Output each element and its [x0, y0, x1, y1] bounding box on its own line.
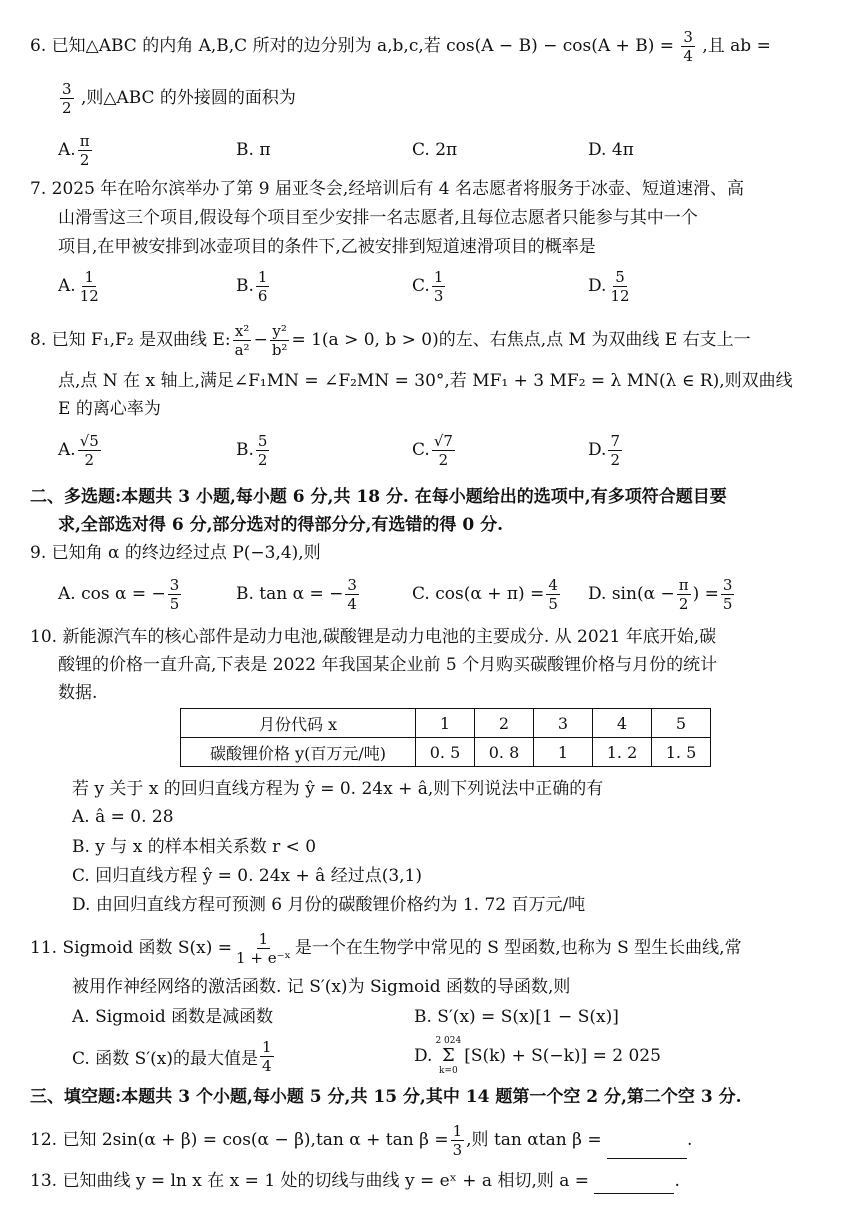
q6-text-tail: ,且 ab = — [702, 36, 771, 56]
q13-line: 13. 已知曲线 y = ln x 在 x = 1 处的切线与曲线 y = eˣ + a 相切,则 a = . — [30, 1168, 680, 1194]
q8-hyperbola-y: $\frac{\text{y²}}{\text{b²}}$ — [271, 322, 288, 359]
table-cell: 0. 8 — [475, 738, 534, 767]
table-cell: 1 — [534, 738, 593, 767]
q10-line1: 10. 新能源汽车的核心部件是动力电池,碳酸锂是动力电池的主要成分. 从 2021 年底开始,碳 — [30, 627, 717, 647]
q11-option-d: D. 2 024 Σ k=0 [S(k) + S(−k)] = 2 025 — [414, 1036, 661, 1076]
q10-option-b: B. y 与 x 的样本相关系数 r < 0 — [72, 837, 317, 857]
q11-option-a: A. Sigmoid 函数是减函数 — [72, 1007, 274, 1027]
table-header-cell: 月份代码 x — [181, 709, 416, 738]
q7-line1: 7. 2025 年在哈尔滨举办了第 9 届亚冬会,经培训后有 4 名志愿者将服务于冰壶、短道速滑、高 — [30, 179, 744, 199]
table-cell: 5 — [652, 709, 711, 738]
q11-options-cd — [0, 1034, 867, 1078]
q10-option-c: C. 回归直线方程 ŷ = 0. 24x + â 经过点(3,1) — [72, 866, 423, 886]
summation-symbol: 2 024 Σ k=0 — [435, 1036, 462, 1076]
q10-option-a: A. â = 0. 28 — [72, 807, 174, 827]
q7-option-b: B. $\frac{1}{6}$ — [236, 267, 268, 305]
q12-line: 12. 已知 2sin(α + β) = cos(α − β),tan α + tan β = $\frac{1}{3}$ ,则 tan αtan β = . — [30, 1122, 693, 1159]
q6-option-b: B. π — [236, 140, 271, 160]
q9-option-c: C. cos(α + π) = $\frac{4}{5}$ — [412, 575, 558, 613]
q11-option-b: B. S′(x) = S(x)[1 − S(x)] — [414, 1007, 619, 1027]
section2-heading-line1: 二、多选题:本题共 3 小题,每小题 6 分,共 18 分. 在每小题给出的选项中,有多项符合题目要 — [30, 487, 727, 507]
q6-option-c: C. 2π — [412, 140, 458, 160]
q8-options — [0, 428, 867, 472]
answer-blank[interactable] — [607, 1140, 687, 1159]
section3-heading: 三、填空题:本题共 3 个小题,每小题 5 分,共 15 分,其中 14 题第一个空 2 分,第二个空 3 分. — [30, 1087, 742, 1107]
table-row — [181, 709, 711, 738]
q8-option-c: C. $\frac{√7}{2}$ — [412, 431, 453, 469]
q11-line1: 11. Sigmoid 函数 S(x) = $\frac{1}{\text{1 + e⁻ˣ}}$ 是一个在生物学中常见的 S 型函数,也称为 S 型生长曲线,常 — [30, 930, 742, 967]
q9-line: 9. 已知角 α 的终边经过点 P(−3,4),则 — [30, 543, 321, 563]
table-cell: 0. 5 — [416, 738, 475, 767]
q7-option-c: C. $\frac{1}{3}$ — [412, 267, 444, 305]
q10-line3: 数据. — [58, 683, 98, 703]
q8-option-a: A. $\frac{√5}{2}$ — [58, 431, 99, 469]
q7-option-d: D. $\frac{5}{12}$ — [588, 267, 630, 305]
q11-option-c: C. 函数 S′(x)的最大值是 $\frac{1}{4}$ — [72, 1037, 272, 1075]
q11-sigmoid-fraction: $\frac{1}{\text{1 + e⁻ˣ}}$ — [236, 930, 291, 967]
q6-line2: $\frac{3}{2}$ ,则△ABC 的外接圆的面积为 — [62, 80, 296, 117]
table-cell: 1 — [416, 709, 475, 738]
table-cell: 3 — [534, 709, 593, 738]
q9-option-b: B. tan α = − $\frac{3}{4}$ — [236, 575, 357, 613]
q6-fraction: $\frac{3}{4}$ — [683, 28, 693, 65]
q8-line3: E 的离心率为 — [58, 399, 161, 419]
q9-option-d: D. sin(α − $\frac{\pi}{2}$ ) = $\frac{3}{5}$ — [588, 575, 733, 613]
q7-line3: 项目,在甲被安排到冰壶项目的条件下,乙被安排到短道速滑项目的概率是 — [58, 237, 596, 257]
q9-options — [0, 572, 867, 616]
section2-heading-line2: 求,全部选对得 6 分,部分选对的得部分分,有选错的得 0 分. — [58, 515, 504, 535]
q10-line2: 酸锂的价格一直升高,下表是 2022 年我国某企业前 5 个月购买碳酸锂价格与月份的统计 — [58, 655, 718, 675]
q7-option-a: A. $\frac{1}{12}$ — [58, 267, 99, 305]
q10-stem: 若 y 关于 x 的回归直线方程为 ŷ = 0. 24x + â,则下列说法中正确的有 — [72, 779, 604, 799]
table-cell: 4 — [593, 709, 652, 738]
q8-line2: 点,点 N 在 x 轴上,满足∠F₁MN = ∠F₂MN = 30°,若 MF₁ + 3 MF₂ = λ MN(λ ∈ R),则双曲线 — [58, 371, 793, 391]
q8-hyperbola-x: $\frac{\text{x²}}{\text{a²}}$ — [234, 322, 250, 359]
q11-line2: 被用作神经网络的激活函数. 记 S′(x)为 Sigmoid 函数的导函数,则 — [72, 977, 571, 997]
q7-options — [0, 264, 867, 308]
table-cell: 1. 2 — [593, 738, 652, 767]
q6-line1 — [30, 28, 771, 65]
q6-option-a: A. $\frac{\pi}{2}$ — [58, 131, 90, 169]
q6-option-d: D. 4π — [588, 140, 634, 160]
table-cell: 2 — [475, 709, 534, 738]
price-data-table — [180, 708, 711, 767]
table-header-cell: 碳酸锂价格 y(百万元/吨) — [181, 738, 416, 767]
q6-options — [0, 128, 867, 172]
q7-line2: 山滑雪这三个项目,假设每个项目至少安排一名志愿者,且每位志愿者只能参与其中一个 — [58, 208, 698, 228]
table-cell: 1. 5 — [652, 738, 711, 767]
table-row — [181, 738, 711, 767]
q8-option-b: B. $\frac{5}{2}$ — [236, 431, 268, 469]
q9-option-a: A. cos α = − $\frac{3}{5}$ — [58, 575, 180, 613]
q8-option-d: D. $\frac{7}{2}$ — [588, 431, 620, 469]
q6-text: 6. 已知△ABC 的内角 A,B,C 所对的边分别为 a,b,c,若 cos(A − B) − cos(A + B) = — [30, 36, 674, 56]
q10-option-d: D. 由回归直线方程可预测 6 月份的碳酸锂价格约为 1. 72 百万元/吨 — [72, 895, 586, 915]
q6-fraction2: $\frac{3}{2}$ — [62, 80, 72, 117]
q8-line1: 8. 已知 F₁,F₂ 是双曲线 E: $\frac{\text{x²}}{\text{a²}}$ − $\frac{\text{y²}}{\text{b²}}$ = 1(a > 0, b > 0)的左、右焦点,点 M 为双曲线 E 右支上一 — [30, 322, 751, 359]
answer-blank[interactable] — [594, 1175, 674, 1194]
